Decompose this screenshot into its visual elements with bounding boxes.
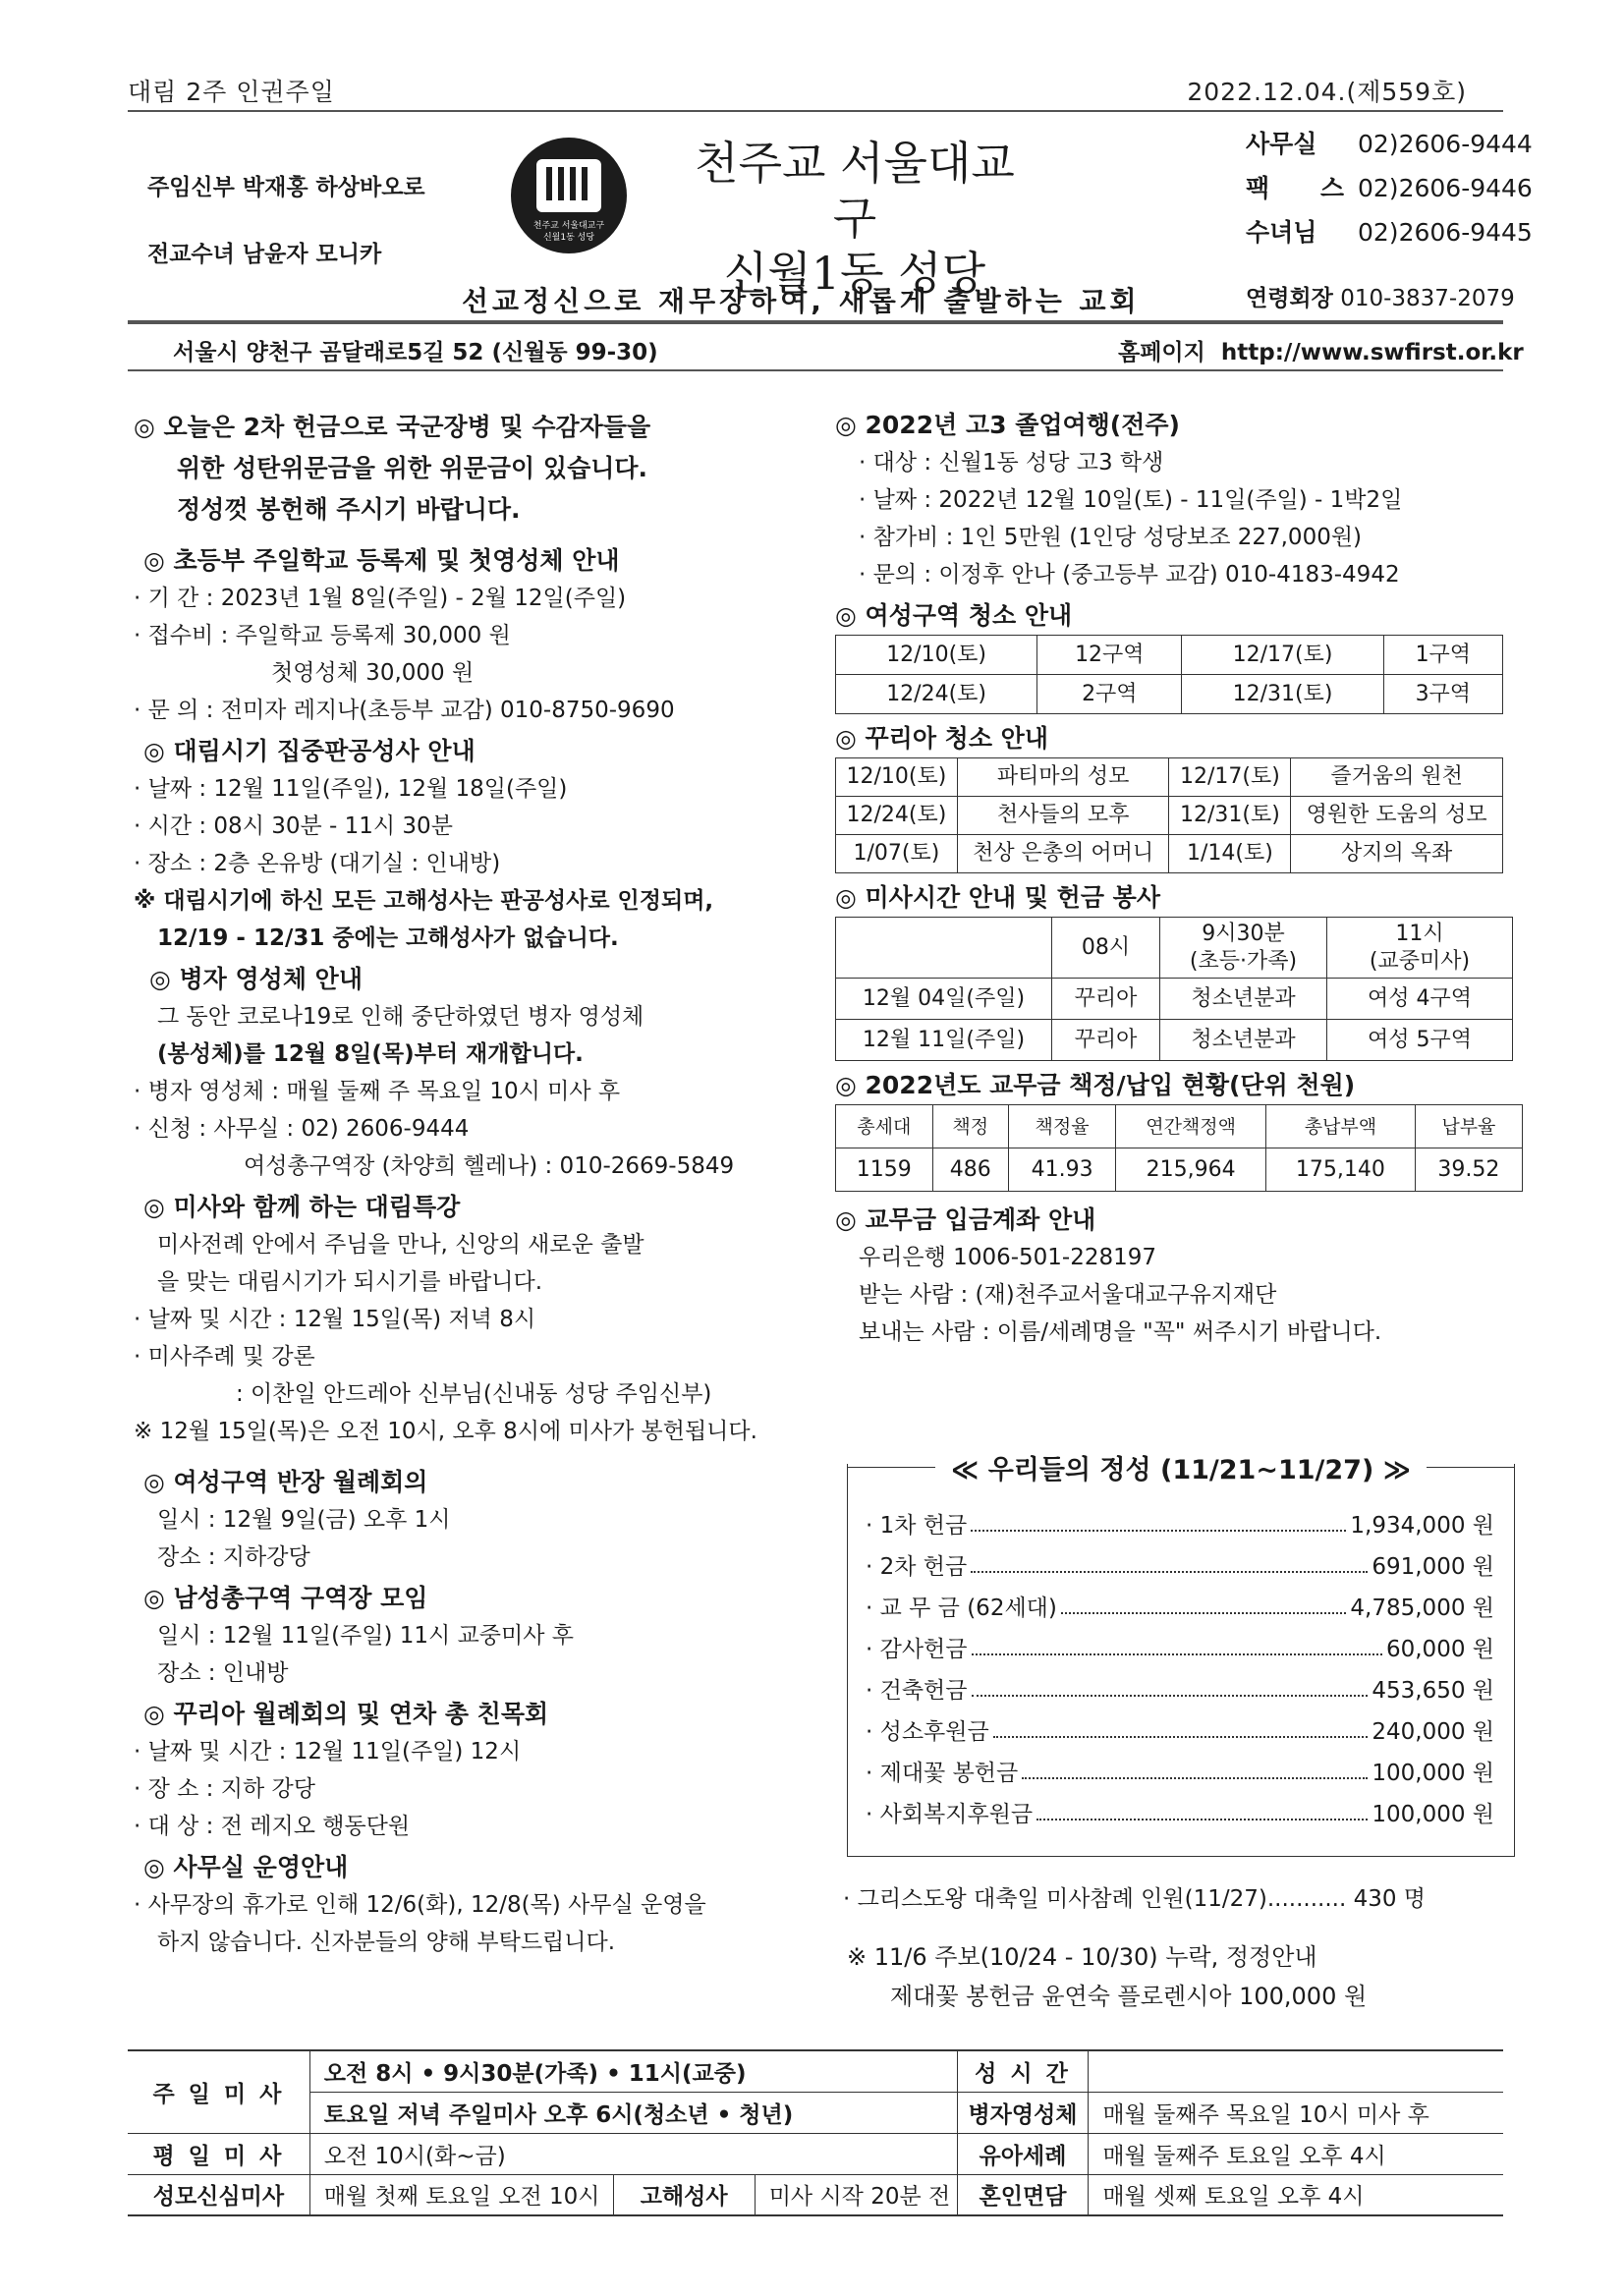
section-line: : 이찬일 안드레아 신부님(신내동 성당 주임신부) (236, 1381, 712, 1407)
section-heading: ◎ 미사와 함께 하는 대림특강 (143, 1193, 461, 1221)
offerings-title: ≪ 우리들의 정성 (11/21~11/27) ≫ (951, 1455, 1411, 1485)
table-row: 12/24(토) 2구역 12/31(토) 3구역 (836, 675, 1503, 714)
parish-address: 서울시 양천구 곰달래로5길 52 (신월동 99-30) (173, 340, 658, 365)
section-line: 미사전례 안에서 주님을 만나, 신앙의 새로운 출발 (157, 1232, 644, 1258)
issue-date: 2022.12.04.(제559호) (1187, 78, 1467, 106)
offering-row: · 건축헌금 453,650 원 (866, 1672, 1494, 1705)
parish-logo: 천주교 서울대교구 신월1동 성당 (511, 138, 627, 253)
section-line: · 접수비 : 주일학교 등록제 30,000 원 (134, 623, 511, 648)
mass-offering-table (835, 917, 1513, 1061)
section-heading: ◎ 2022년 고3 졸업여행(전주) (835, 411, 1180, 439)
section-line: 여성총구역장 (차양희 헬레나) : 010-2669-5849 (244, 1153, 735, 1179)
section-line: 우리은행 1006-501-228197 (859, 1245, 1157, 1270)
table-row: 총세대 책정 책정율 연간책정액 총납부액 납부율 (836, 1105, 1523, 1148)
section-line: · 신청 : 사무실 : 02) 2606-9444 (134, 1116, 470, 1142)
table-row: 12/10(토) 12구역 12/17(토) 1구역 (836, 636, 1503, 675)
section-line: 장소 : 인내방 (157, 1660, 289, 1686)
section-line: · 미사주례 및 강론 (134, 1344, 315, 1370)
section-line: · 날짜 및 시간 : 12월 15일(목) 저녁 8시 (134, 1307, 536, 1332)
table-row: 12월 04일(주일) 꾸리아 청소년분과 여성 4구역 (836, 979, 1513, 1020)
section-line: 일시 : 12월 9일(금) 오후 1시 (157, 1507, 451, 1533)
section-line: ※ 12월 15일(목)은 오전 10시, 오후 8시에 미사가 봉헌됩니다. (134, 1419, 757, 1444)
section-line: 을 맞는 대림시기가 되시기를 바랍니다. (157, 1269, 543, 1295)
section-heading: ◎ 교무금 입금계좌 안내 (835, 1205, 1096, 1234)
section-heading: ◎ 남성총구역 구역장 모임 (143, 1584, 428, 1612)
section-line: · 문의 : 이정후 안나 (중고등부 교감) 010-4183-4942 (859, 562, 1400, 588)
section-heading: ◎ 병자 영성체 안내 (149, 965, 363, 993)
section-line: · 날짜 및 시간 : 12월 11일(주일) 12시 (134, 1739, 522, 1764)
section-heading: ◎ 2022년도 교무금 책정/납입 현황(단위 천원) (835, 1071, 1356, 1099)
section-line: · 대상 : 신월1동 성당 고3 학생 (859, 450, 1164, 476)
notice-line: 위한 성탄위문금을 위한 위문금이 있습니다. (177, 454, 648, 482)
table-row: 08시 9시30분 (초등·가족) 11시 (교중미사) (836, 918, 1513, 979)
attendance-line: · 그리스도왕 대축일 미사참례 인원(11/27)........... 430 명 (843, 1886, 1426, 1912)
section-line: 받는 사람 : (재)천주교서울대교구유지재단 (859, 1282, 1277, 1308)
offering-row: · 2차 헌금 691,000 원 (866, 1548, 1494, 1581)
table-row: 12/10(토) 파티마의 성모 12/17(토) 즐거움의 원천 (836, 758, 1503, 797)
section-line: · 장소 : 2층 온유방 (대기실 : 인내방) (134, 851, 501, 876)
pastor-name: 주임신부 박재홍 하상바오로 (147, 175, 425, 200)
section-heading: ◎ 미사시간 안내 및 헌금 봉사 (835, 883, 1160, 912)
offering-row: · 제대꽃 봉헌금 100,000 원 (866, 1755, 1494, 1787)
section-heading: ◎ 사무실 운영안내 (143, 1853, 349, 1881)
offering-row: · 1차 헌금 1,934,000 원 (866, 1507, 1494, 1540)
sister-name: 전교수녀 남윤자 모니카 (147, 242, 382, 267)
section-line: ※ 대림시기에 하신 모든 고해성사는 판공성사로 인정되며, (134, 888, 714, 914)
section-line: · 날짜 : 12월 11일(주일), 12월 18일(주일) (134, 776, 568, 802)
section-line: 12/19 - 12/31 중에는 고해성사가 없습니다. (157, 925, 619, 951)
table-row: 12/24(토) 천사들의 모후 12/31(토) 영원한 도움의 성모 (836, 797, 1503, 835)
parish-title: 천주교 서울대교구 신월1동 성당 (695, 137, 1015, 300)
section-line: · 장 소 : 지하 강당 (134, 1776, 315, 1802)
address-divider (128, 369, 1503, 371)
table-row: 평 일 미 사 오전 10시(화~금) 유아세례 매월 둘째주 토요일 오후 4시 (128, 2133, 1503, 2174)
section-line: · 참가비 : 1인 5만원 (1인당 성당보조 227,000원) (859, 525, 1363, 550)
section-line: 그 동안 코로나19로 인해 중단하였던 병자 영성체 (157, 1004, 644, 1030)
offering-row: · 교 무 금 (62세대) 4,785,000 원 (866, 1590, 1494, 1622)
table-row: 주 일 미 사 오전 8시 • 9시30분(가족) • 11시(교중) 성 시 간 (128, 2050, 1503, 2092)
section-line: 하지 않습니다. 신자분들의 양해 부탁드립니다. (157, 1930, 616, 1955)
table-row: 1159 486 41.93 215,964 175,140 39.52 (836, 1148, 1523, 1192)
section-line: · 기 간 : 2023년 1월 8일(주일) - 2월 12일(주일) (134, 586, 627, 611)
correction-line: ※ 11/6 주보(10/24 - 10/30) 누락, 정정안내 (847, 1943, 1317, 1971)
elder-contact: 연령회장 010-3837-2079 (1246, 286, 1515, 311)
women-cleaning-table (835, 635, 1503, 714)
table-row: 12월 11일(주일) 꾸리아 청소년분과 여성 5구역 (836, 1020, 1513, 1061)
homepage: 홈페이지 http://www.swfirst.or.kr (1118, 340, 1524, 365)
section-line: · 시간 : 08시 30분 - 11시 30분 (134, 813, 453, 839)
section-heading: ◎ 꾸리아 월례회의 및 연차 총 친목회 (143, 1700, 549, 1728)
table-row: 토요일 저녁 주일미사 오후 6시(청소년 • 청년) 병자영성체 매월 둘째주 목요일 10시 미사 후 (128, 2092, 1503, 2133)
section-line: 첫영성체 30,000 원 (271, 660, 475, 686)
notice-line: ◎ 오늘은 2차 헌금으로 국군장병 및 수감자들을 (134, 413, 651, 441)
section-heading: ◎ 꾸리아 청소 안내 (835, 724, 1048, 753)
section-line: (봉성체)를 12월 8일(목)부터 재개합니다. (157, 1041, 584, 1067)
section-heading: ◎ 여성구역 반장 월례회의 (143, 1468, 428, 1496)
section-heading: ◎ 초등부 주일학교 등록제 및 첫영성체 안내 (143, 546, 620, 575)
notice-line: 정성껏 봉헌해 주시기 바랍니다. (177, 495, 521, 524)
correction-line: 제대꽃 봉헌금 윤연숙 플로렌시아 100,000 원 (890, 1983, 1368, 2010)
section-line: · 병자 영성체 : 매월 둘째 주 목요일 10시 미사 후 (134, 1079, 621, 1104)
section-line: · 사무장의 휴가로 인해 12/6(화), 12/8(목) 사무실 운영을 (134, 1892, 706, 1918)
offering-row: · 감사헌금 60,000 원 (866, 1631, 1494, 1663)
section-line: 일시 : 12월 11일(주일) 11시 교중미사 후 (157, 1623, 574, 1649)
section-heading: ◎ 여성구역 청소 안내 (835, 601, 1073, 630)
curia-cleaning-table (835, 757, 1503, 873)
table-row: 성모신심미사 매월 첫째 토요일 오전 10시 고해성사 미사 시작 20분 전 혼인면담 매월 셋째 토요일 오후 4시 (128, 2174, 1503, 2215)
section-line: · 문 의 : 전미자 레지나(초등부 교감) 010-8750-9690 (134, 698, 675, 723)
contact-list: 사무실 02)2606-9444 팩 스 02)2606-9446 수녀님 02)2606-9445 (1246, 130, 1533, 247)
liturgical-day: 대림 2주 인권주일 (128, 78, 335, 106)
homepage-link[interactable]: http://www.swfirst.or.kr (1220, 340, 1524, 365)
section-line: 보내는 사람 : 이름/세례명을 "꼭" 써주시기 바랍니다. (859, 1319, 1382, 1345)
offering-row: · 사회복지후원금 100,000 원 (866, 1796, 1494, 1828)
top-divider (128, 110, 1503, 112)
parish-motto: 선교정신으로 재무장하여, 새롭게 출발하는 교회 (462, 285, 1141, 317)
offering-row: · 성소후원금 240,000 원 (866, 1713, 1494, 1746)
offerings-box (847, 1455, 1515, 1857)
right-column (835, 403, 1523, 1351)
header-divider (128, 320, 1503, 324)
table-row: 1/07(토) 천상 은총의 어머니 1/14(토) 상지의 옥좌 (836, 835, 1503, 873)
left-column (134, 405, 802, 1961)
section-line: · 날짜 : 2022년 12월 10일(토) - 11일(주일) - 1박2일 (859, 487, 1403, 513)
section-line: 장소 : 지하강당 (157, 1544, 310, 1570)
section-line: · 대 상 : 전 레지오 행동단원 (134, 1814, 411, 1839)
church-tax-table (835, 1104, 1523, 1192)
mass-schedule-table (128, 2049, 1503, 2216)
section-heading: ◎ 대림시기 집중판공성사 안내 (143, 737, 476, 765)
